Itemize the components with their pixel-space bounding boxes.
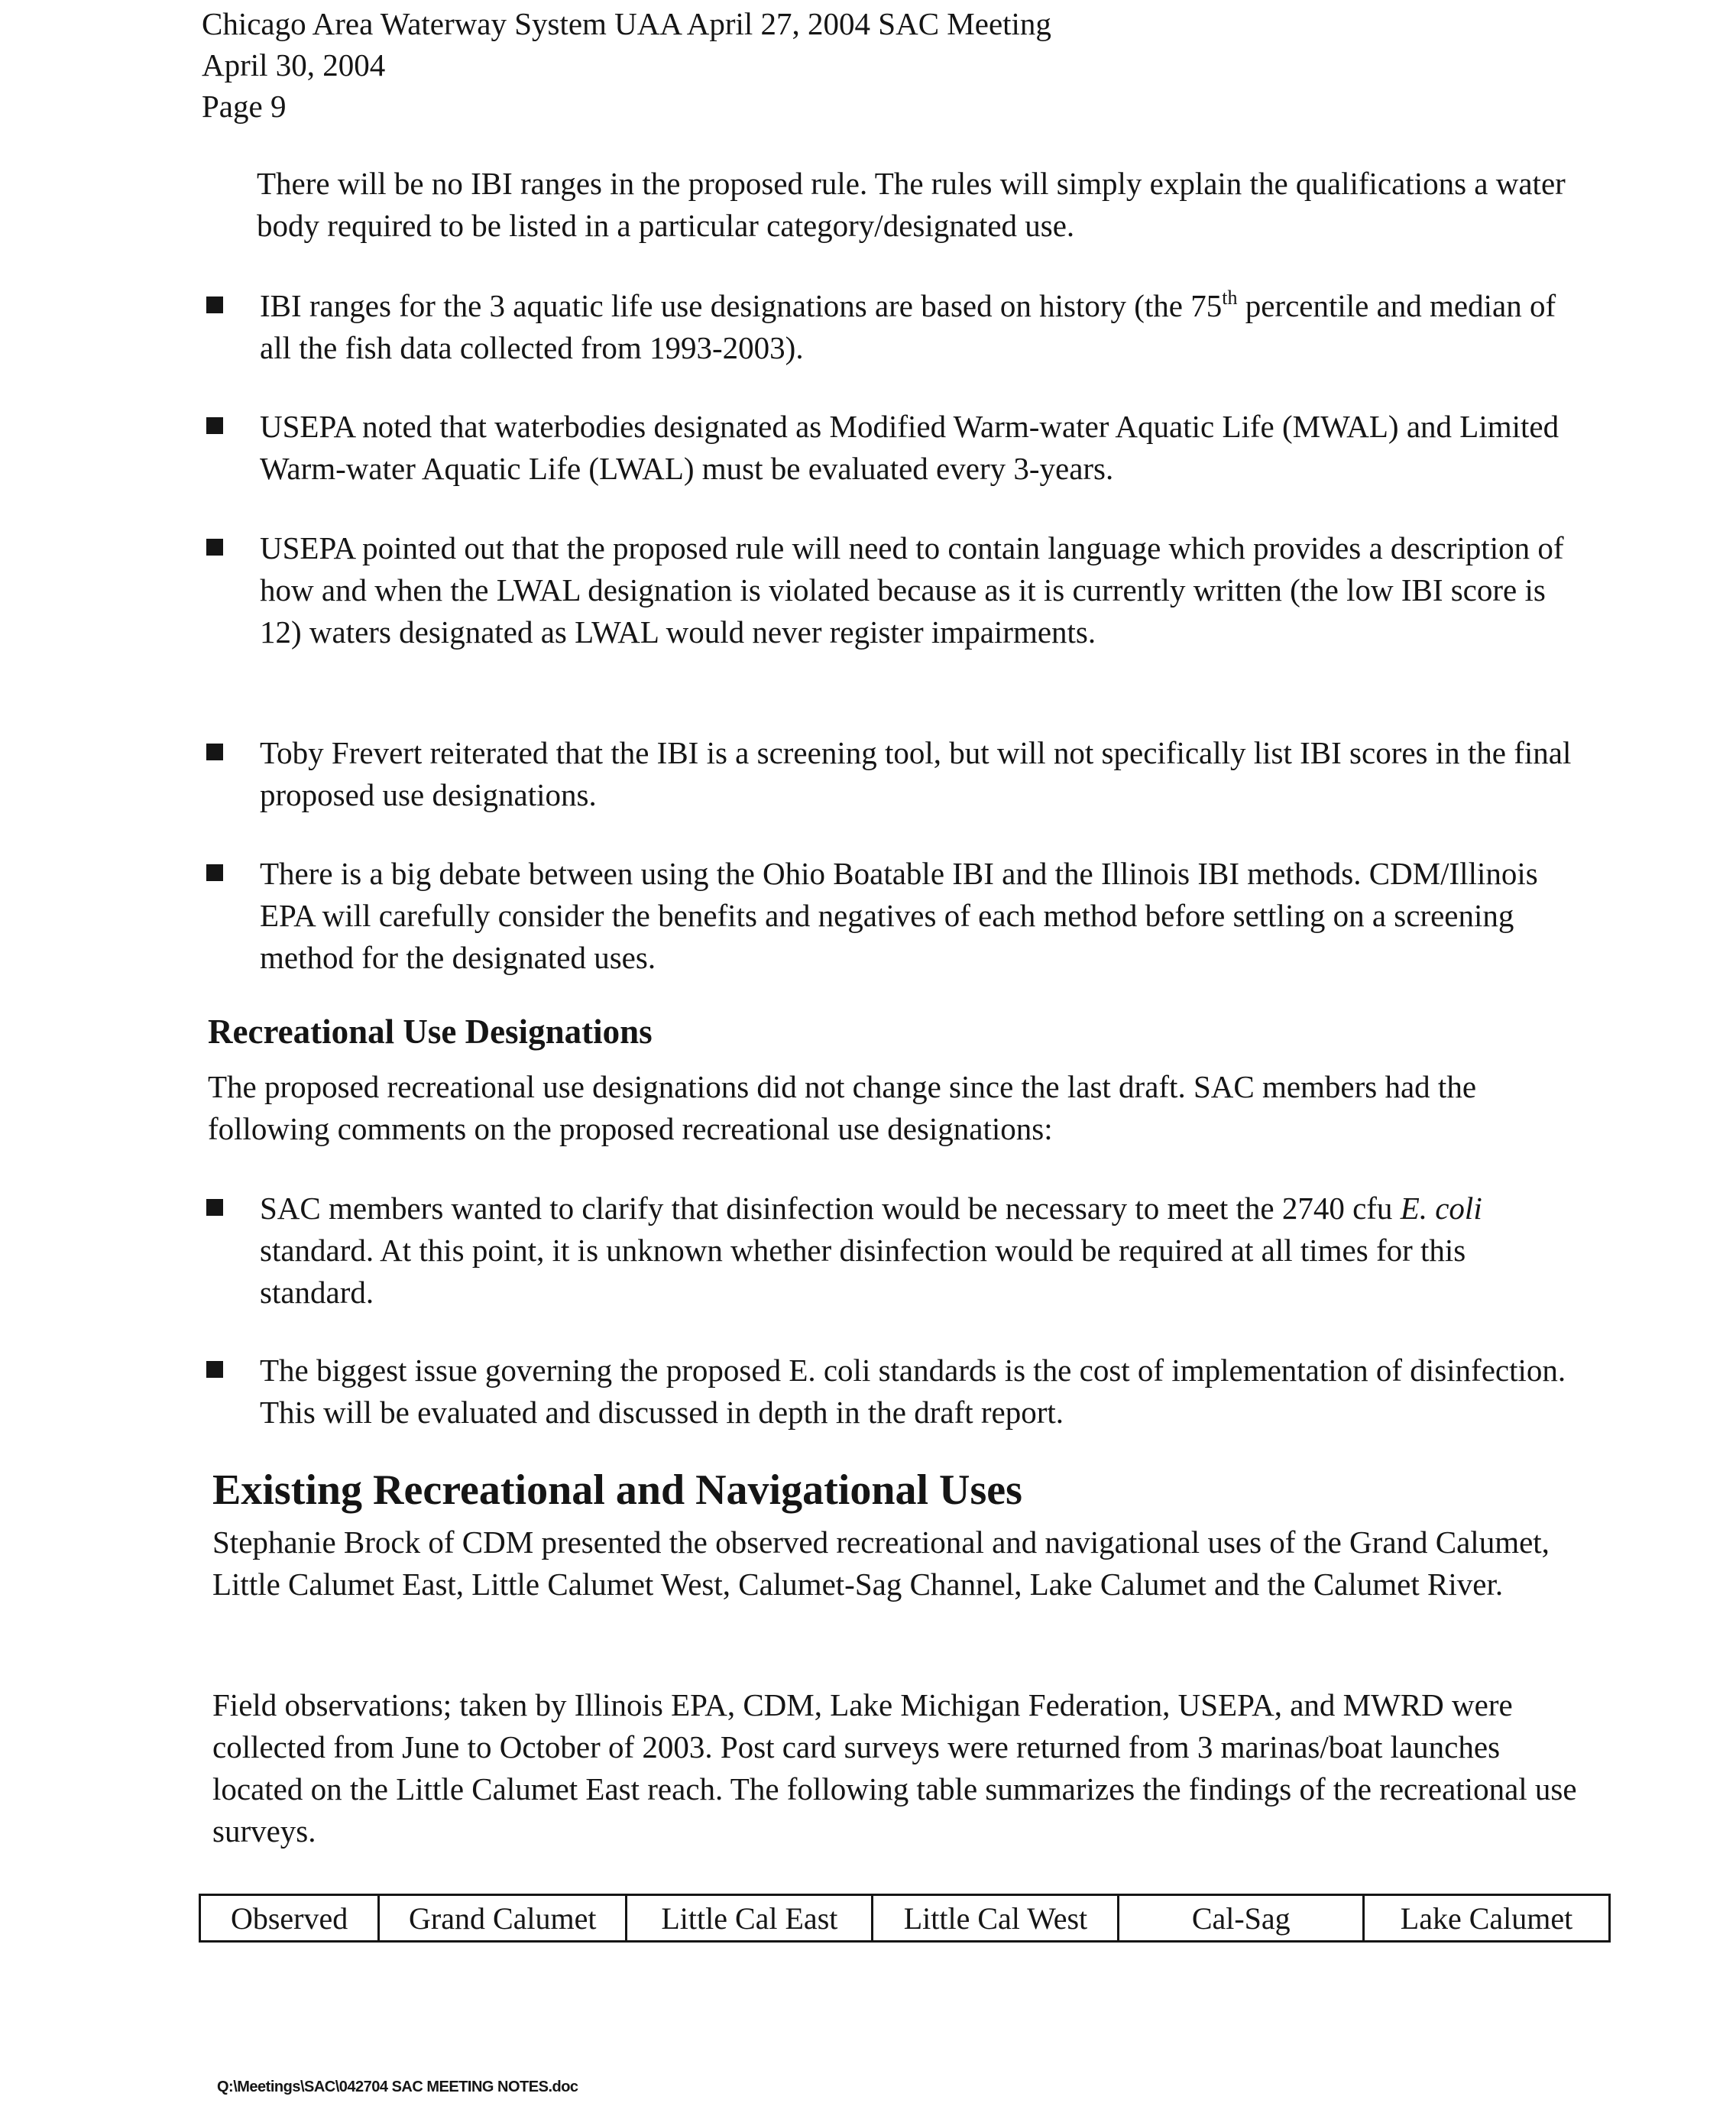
existing-paragraph-2: Field observations; taken by Illinois EPA, CDM, Lake Michigan Federation, USEPA, and MWRD were collected from June to October of 2003. Post card surveys were returned from 3 marinas/boat launches located on the Little Calumet East reach. The following table summarizes the findings of the recreational use surveys.: [212, 1687, 1577, 1849]
existing-uses-heading: Existing Recreational and Navigational Uses: [212, 1466, 1022, 1514]
bullet-lwal-violation: [206, 527, 1574, 653]
bullet-text: USEPA noted that waterbodies designated as Modified Warm-water Aquatic Life (MWAL) and Limited Warm-water Aquatic Life (LWAL) must be evaluated every 3-years.: [260, 409, 1559, 486]
table-header-cell: Observed: [200, 1895, 379, 1942]
bullet-text: USEPA pointed out that the proposed rule will need to contain language which provides a description of how and when the LWAL designation is violated because as it is currently written (the low IBI score is 12) waters designated as LWAL would never register impairments.: [260, 530, 1564, 650]
intro-paragraph: There will be no IBI ranges in the proposed rule. The rules will simply explain the qualifications a water body required to be listed in a particular category/designated use.: [257, 166, 1566, 243]
bullet-marker: [206, 1361, 223, 1378]
document-title: Chicago Area Waterway System UAA April 27, 2004 SAC Meeting: [202, 6, 1051, 41]
bullet-ecoli-cost: [206, 1350, 1574, 1434]
bullet-marker: [206, 539, 223, 556]
file-path-footer: Q:\Meetings\SAC\042704 SAC MEETING NOTES.doc: [217, 2079, 578, 2095]
table-header-cell: Little Cal West: [873, 1895, 1119, 1942]
bullet-text: IBI ranges for the 3 aquatic life use designations are based on history (the 75th percentile and median of all the fish data collected from 1993-2003).: [260, 287, 1556, 365]
bullet-text: SAC members wanted to clarify that disinfection would be necessary to meet the 2740 cfu E. coli standard. At this point, it is unknown whether disinfection would be required at all times for this standard.: [260, 1191, 1482, 1310]
bullet-marker: [206, 744, 223, 760]
bullet-text: The biggest issue governing the proposed E. coli standards is the cost of implementation of disinfection. This will be evaluated and discussed in depth in the draft report.: [260, 1353, 1566, 1430]
bullet-marker: [206, 1199, 223, 1216]
bullet-marker: [206, 296, 223, 313]
bullet-disinfection: [206, 1188, 1574, 1314]
table-header-cell: Little Cal East: [627, 1895, 873, 1942]
document-date: April 30, 2004: [202, 47, 386, 83]
table-header-cell: Cal-Sag: [1119, 1895, 1364, 1942]
bullet-screening-tool: [206, 732, 1574, 816]
page-header: [202, 3, 1051, 127]
recreational-heading: Recreational Use Designations: [208, 1013, 653, 1051]
bullet-ibi-debate: [206, 853, 1574, 979]
page-number: Page 9: [202, 89, 287, 124]
bullet-marker: [206, 864, 223, 881]
existing-paragraph-1: Stephanie Brock of CDM presented the observed recreational and navigational uses of the Grand Calumet, Little Calumet East, Little Calumet West, Calumet-Sag Channel, Lake Calumet and the Calumet River.: [212, 1525, 1550, 1602]
bullet-mwal-lwal: [206, 406, 1574, 490]
bullet-text: There is a big debate between using the Ohio Boatable IBI and the Illinois IBI methods. CDM/Illinois EPA will carefully consider the benefits and negatives of each method before settling on a screening method for the designated uses.: [260, 856, 1538, 975]
table-header-row: [200, 1895, 1610, 1942]
bullet-ibi-ranges: [206, 285, 1574, 369]
recreational-use-table: [199, 1894, 1611, 1943]
table-header-cell: Lake Calumet: [1364, 1895, 1610, 1942]
bullet-marker: [206, 417, 223, 434]
recreational-paragraph: The proposed recreational use designations did not change since the last draft. SAC members had the following comments on the proposed recreational use designations:: [208, 1069, 1477, 1146]
table-header-cell: Grand Calumet: [379, 1895, 627, 1942]
bullet-text: Toby Frevert reiterated that the IBI is a screening tool, but will not specifically list IBI scores in the final proposed use designations.: [260, 735, 1572, 812]
